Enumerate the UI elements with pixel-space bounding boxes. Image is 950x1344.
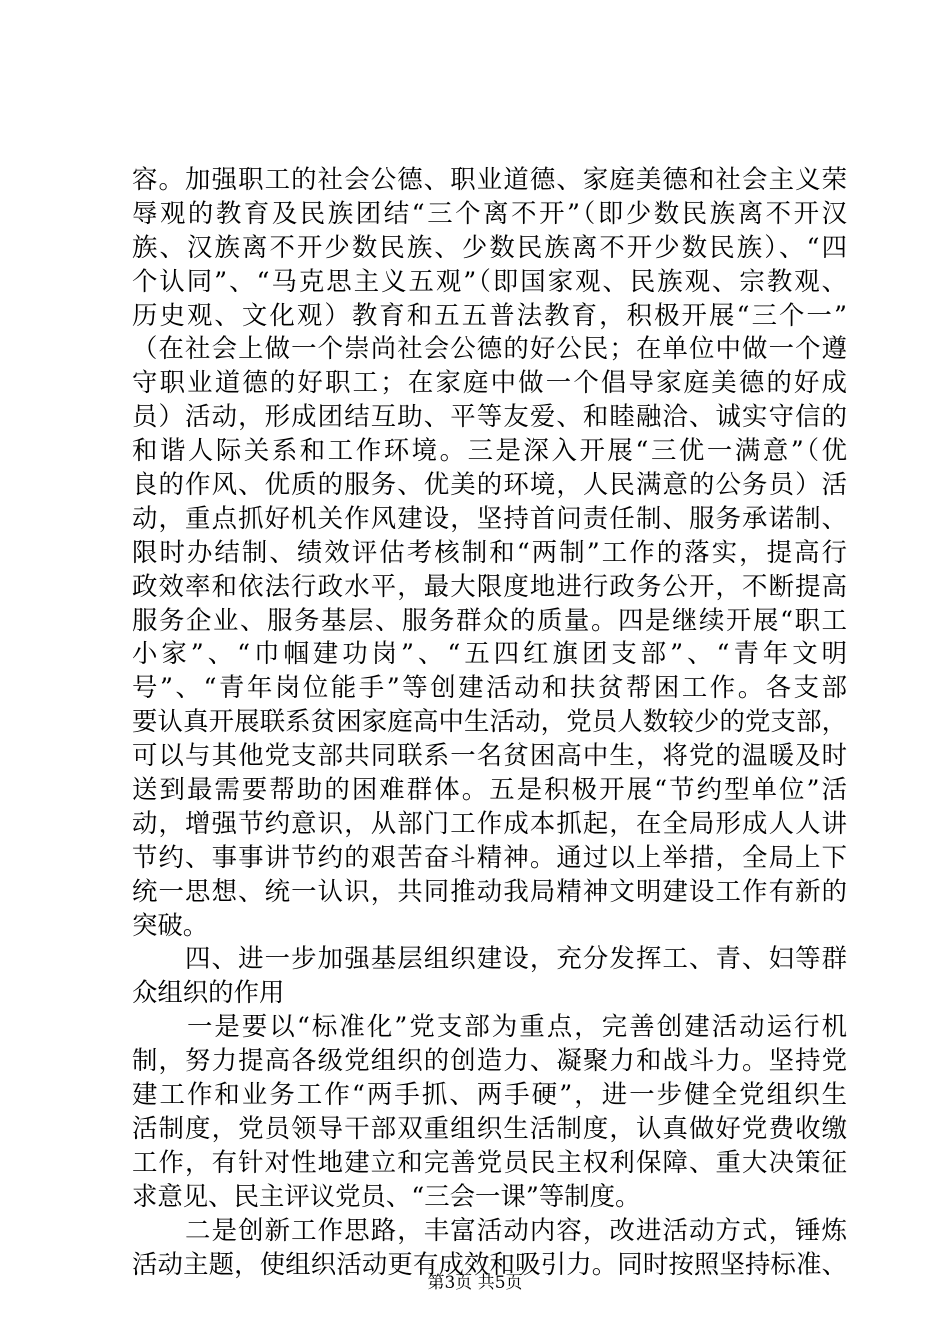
text-line: 活动主题，使组织活动更有成效和吸引力。同时按照坚持标准、 (132, 1248, 847, 1279)
text-line: 工作，有针对性地建立和完善党员民主权利保障、重大决策征 (132, 1146, 847, 1177)
text-line: （在社会上做一个崇尚社会公德的好公民；在单位中做一个遵 (132, 333, 847, 364)
text-line: 族、汉族离不开少数民族、少数民族离不开少数民族）、“四 (132, 231, 847, 262)
page-footer: 第3页 共5页 (427, 1273, 523, 1293)
text-line: 历史观、文化观）教育和五五普法教育，积极开展“三个一” (132, 299, 847, 330)
text-line: 和谐人际关系和工作环境。三是深入开展“三优一满意”（优 (132, 435, 847, 466)
text-line: 四、进一步加强基层组织建设，充分发挥工、青、妇等群 (132, 943, 847, 974)
text-line: 要认真开展联系贫困家庭高中生活动，党员人数较少的党支部， (132, 706, 847, 737)
text-line: 号”、“青年岗位能手”等创建活动和扶贫帮困工作。各支部 (132, 672, 847, 703)
text-line: 制，努力提高各级党组织的创造力、凝聚力和战斗力。坚持党 (132, 1045, 847, 1076)
text-line: 节约、事事讲节约的艰苦奋斗精神。通过以上举措，全局上下 (132, 841, 847, 872)
text-line: 一是要以“标准化”党支部为重点，完善创建活动运行机 (132, 1011, 847, 1042)
text-line: 守职业道德的好职工；在家庭中做一个倡导家庭美德的好成 (132, 367, 847, 398)
text-line: 限时办结制、绩效评估考核制和“两制”工作的落实，提高行 (132, 536, 847, 567)
text-line: 辱观的教育及民族团结“三个离不开”（即少数民族离不开汉 (132, 197, 847, 228)
text-line: 个认同”、“马克思主义五观”（即国家观、民族观、宗教观、 (132, 265, 847, 296)
text-line: 良的作风、优质的服务、优美的环境，人民满意的公务员）活 (132, 469, 847, 500)
text-line: 容。加强职工的社会公德、职业道德、家庭美德和社会主义荣 (132, 164, 847, 194)
text-line: 统一思想、统一认识，共同推动我局精神文明建设工作有新的 (132, 875, 847, 906)
text-line: 动，增强节约意识，从部门工作成本抓起，在全局形成人人讲 (132, 807, 847, 838)
text-line: 送到最需要帮助的困难群体。五是积极开展“节约型单位”活 (132, 774, 847, 805)
document-body (132, 163, 847, 1281)
text-line: 活制度，党员领导干部双重组织生活制度，认真做好党费收缴 (132, 1112, 847, 1143)
text-line: 众组织的作用 (132, 977, 285, 1008)
text-line: 建工作和业务工作“两手抓、两手硬”，进一步健全党组织生 (132, 1079, 847, 1110)
text-line: 员）活动，形成团结互助、平等友爱、和睦融洽、诚实守信的 (132, 401, 847, 432)
text-line: 突破。 (132, 909, 209, 940)
text-line: 求意见、民主评议党员、“三会一课”等制度。 (132, 1180, 641, 1211)
text-line: 小家”、“巾帼建功岗”、“五四红旗团支部”、“青年文明 (132, 638, 847, 669)
text-line: 二是创新工作思路，丰富活动内容，改进活动方式，锤炼 (132, 1214, 847, 1245)
text-line: 动，重点抓好机关作风建设，坚持首问责任制、服务承诺制、 (132, 502, 847, 533)
text-line: 政效率和依法行政水平，最大限度地进行政务公开，不断提高 (132, 570, 847, 601)
text-line: 服务企业、服务基层、服务群众的质量。四是继续开展“职工 (132, 604, 847, 635)
text-line: 可以与其他党支部共同联系一名贫困高中生，将党的温暖及时 (132, 740, 847, 771)
